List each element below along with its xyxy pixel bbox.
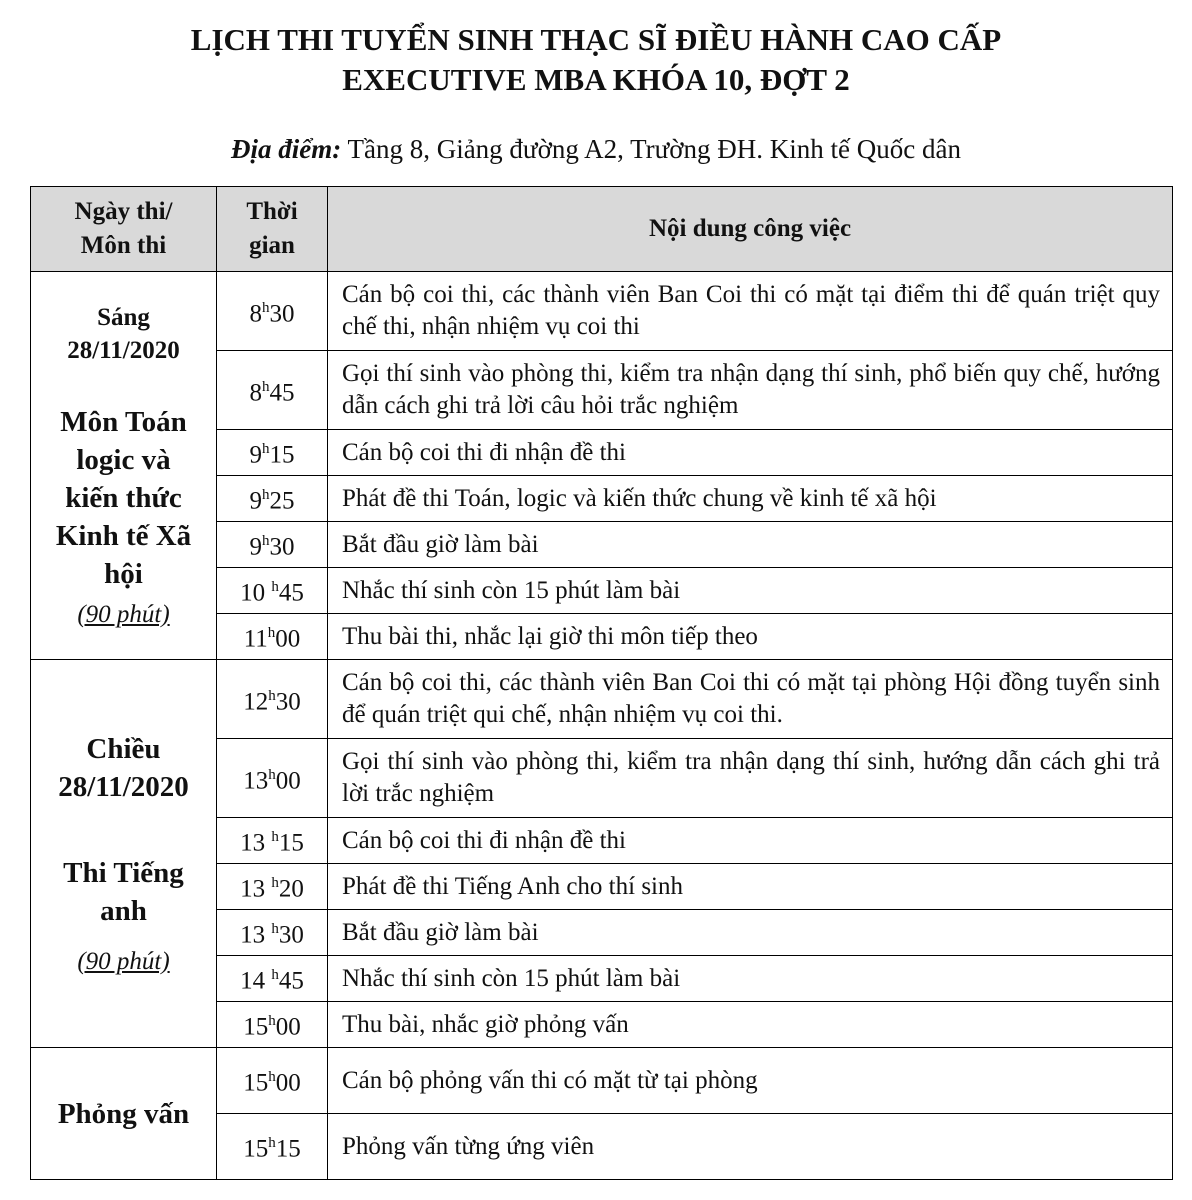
task-cell: Bắt đầu giờ làm bài	[328, 910, 1173, 956]
time-hour: 8	[249, 300, 262, 328]
header-date-line: Ngày thi/	[74, 198, 173, 225]
time-minute: 15	[269, 441, 295, 469]
subject-line: anh	[100, 894, 147, 927]
time-cell	[217, 739, 328, 818]
session-cell	[31, 1048, 217, 1180]
time-hour: 9	[249, 533, 262, 561]
location-value: Tầng 8, Giảng đường A2, Trường ĐH. Kinh tế Quốc dân	[347, 134, 962, 164]
session-label: Phỏng vấn	[57, 1097, 190, 1130]
time-minute: 30	[275, 688, 301, 716]
time-minute: 30	[278, 921, 304, 949]
header-date-subject	[31, 187, 217, 272]
time-minute: 15	[278, 829, 304, 857]
time-hour: 10	[240, 579, 272, 607]
time-hour-marker: h	[271, 921, 279, 938]
time-cell	[217, 910, 328, 956]
time-hour-marker: h	[271, 967, 279, 984]
time-minute: 00	[275, 625, 301, 653]
table-row	[31, 272, 1173, 351]
session-duration: (90 phút)	[77, 947, 170, 975]
time-minute: 45	[278, 579, 304, 607]
time-minute: 00	[275, 767, 301, 795]
time-hour-marker: h	[268, 687, 276, 704]
session-time: Chiều	[86, 732, 161, 765]
session-date: 28/11/2020	[67, 336, 180, 364]
time-hour-marker: h	[267, 625, 276, 642]
time-hour: 11	[243, 625, 268, 653]
header-time	[217, 187, 328, 272]
time-hour-marker: h	[262, 441, 270, 458]
session-cell	[31, 272, 217, 660]
time-cell	[217, 272, 328, 351]
time-cell	[217, 430, 328, 476]
time-cell	[217, 818, 328, 864]
title-line-1: LỊCH THI TUYỂN SINH THẠC SĨ ĐIỀU HÀNH CAO CẤP	[190, 22, 1002, 57]
task-cell: Thu bài thi, nhắc lại giờ thi môn tiếp theo	[328, 614, 1173, 660]
header-task: Nội dung công việc	[328, 187, 1173, 272]
location-label: Địa điểm:	[230, 134, 342, 164]
time-hour: 15	[243, 1135, 269, 1163]
task-cell: Cán bộ coi thi đi nhận đề thi	[328, 818, 1173, 864]
time-cell	[217, 568, 328, 614]
subject-line: hội	[104, 557, 143, 590]
subject-line: kiến thức	[65, 481, 182, 514]
time-minute: 45	[269, 379, 295, 407]
time-hour-marker: h	[262, 378, 270, 395]
session-duration: (90 phút)	[77, 600, 170, 628]
time-hour-marker: h	[268, 766, 276, 783]
location-line	[0, 134, 1192, 165]
time-hour: 13	[240, 829, 272, 857]
time-cell	[217, 1048, 328, 1114]
header-subject-line: Môn thi	[80, 232, 167, 259]
time-minute: 30	[269, 533, 295, 561]
time-minute: 00	[275, 1013, 301, 1041]
time-hour-marker: h	[268, 1013, 276, 1030]
session-date: 28/11/2020	[58, 770, 189, 803]
time-hour-marker: h	[262, 533, 270, 550]
task-cell: Cán bộ coi thi, các thành viên Ban Coi thi có mặt tại phòng Hội đồng tuyển sinh để quán triệt qui chế, nhận nhiệm vụ coi thi.	[328, 660, 1173, 739]
schedule-body	[31, 272, 1173, 1180]
task-cell: Gọi thí sinh vào phòng thi, kiểm tra nhận dạng thí sinh, hướng dẫn cách ghi trả lời trắc nghiệm	[328, 739, 1173, 818]
time-cell	[217, 522, 328, 568]
time-hour-marker: h	[271, 579, 279, 596]
time-hour: 13	[240, 875, 272, 903]
task-cell: Nhắc thí sinh còn 15 phút làm bài	[328, 568, 1173, 614]
header-time-line-1: Thời	[246, 198, 298, 225]
time-cell	[217, 351, 328, 430]
task-cell: Cán bộ coi thi, các thành viên Ban Coi thi có mặt tại điểm thi để quán triệt quy chế thi, nhận nhiệm vụ coi thi	[328, 272, 1173, 351]
time-hour-marker: h	[262, 299, 270, 316]
table-row	[31, 1048, 1173, 1114]
session-subject	[31, 854, 216, 930]
time-cell	[217, 1002, 328, 1048]
time-cell	[217, 660, 328, 739]
time-cell	[217, 614, 328, 660]
table-row	[31, 660, 1173, 739]
time-hour: 13	[240, 921, 272, 949]
task-cell: Phỏng vấn từng ứng viên	[328, 1114, 1173, 1180]
table-header-row	[31, 187, 1173, 272]
time-hour-marker: h	[268, 1135, 276, 1152]
time-minute: 20	[278, 875, 304, 903]
time-minute: 25	[269, 487, 295, 515]
task-cell: Bắt đầu giờ làm bài	[328, 522, 1173, 568]
session-cell	[31, 660, 217, 1048]
time-minute: 45	[278, 967, 304, 995]
time-hour: 15	[243, 1013, 269, 1041]
subject-line: Môn Toán	[60, 405, 187, 438]
time-cell	[217, 956, 328, 1002]
time-cell	[217, 864, 328, 910]
task-cell: Nhắc thí sinh còn 15 phút làm bài	[328, 956, 1173, 1002]
title-line-2: EXECUTIVE MBA KHÓA 10, ĐỢT 2	[342, 62, 850, 97]
subject-line: Kinh tế Xã	[55, 519, 192, 552]
time-hour: 14	[240, 967, 272, 995]
session-subject	[31, 403, 216, 593]
time-hour: 9	[249, 487, 262, 515]
schedule-table	[30, 186, 1173, 1180]
session-time: Sáng	[97, 303, 150, 331]
time-minute: 30	[269, 300, 295, 328]
time-hour: 8	[249, 379, 262, 407]
task-cell: Thu bài, nhắc giờ phỏng vấn	[328, 1002, 1173, 1048]
task-cell: Phát đề thi Tiếng Anh cho thí sinh	[328, 864, 1173, 910]
time-minute: 15	[275, 1135, 301, 1163]
header-time-line-2: gian	[249, 232, 295, 259]
time-hour: 9	[249, 441, 262, 469]
subject-line: logic và	[76, 443, 171, 476]
time-cell	[217, 1114, 328, 1180]
time-hour-marker: h	[271, 829, 279, 846]
task-cell: Cán bộ coi thi đi nhận đề thi	[328, 430, 1173, 476]
time-hour: 12	[243, 688, 269, 716]
document-title	[0, 20, 1192, 100]
time-hour: 15	[243, 1069, 269, 1097]
task-cell: Gọi thí sinh vào phòng thi, kiểm tra nhận dạng thí sinh, phổ biến quy chế, hướng dẫn cách ghi trả lời câu hỏi trắc nghiệm	[328, 351, 1173, 430]
time-cell	[217, 476, 328, 522]
subject-line: Thi Tiếng	[63, 856, 184, 889]
task-cell: Cán bộ phỏng vấn thi có mặt từ tại phòng	[328, 1048, 1173, 1114]
time-hour: 13	[243, 767, 269, 795]
time-hour-marker: h	[271, 875, 279, 892]
task-cell: Phát đề thi Toán, logic và kiến thức chung về kinh tế xã hội	[328, 476, 1173, 522]
time-minute: 00	[275, 1069, 301, 1097]
time-hour-marker: h	[262, 487, 270, 504]
time-hour-marker: h	[268, 1069, 276, 1086]
